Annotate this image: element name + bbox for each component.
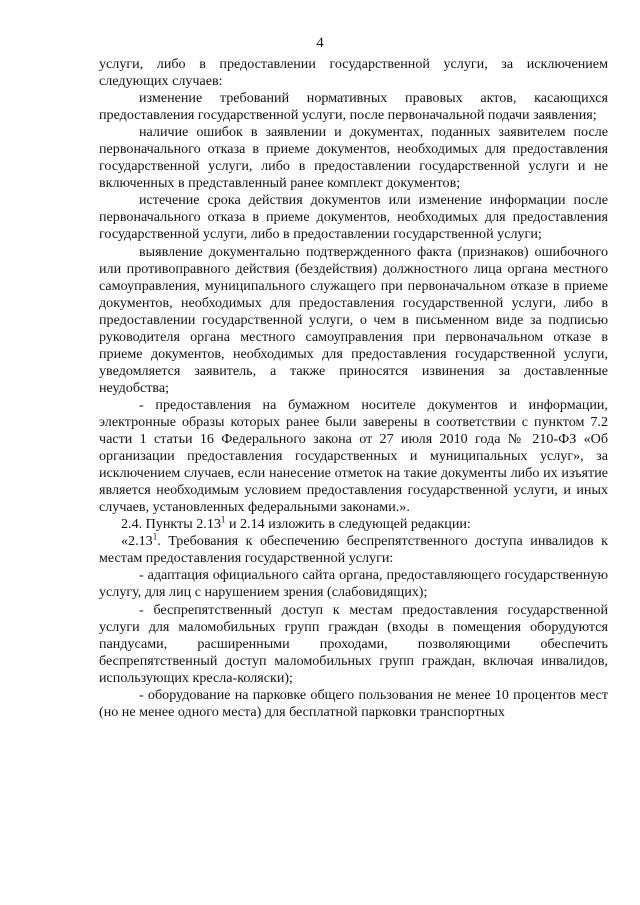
paragraph-parking: - оборудование на парковке общего пользования не менее 10 процентов мест (но не менее одного места) для бесплатной парковки транспортных: [99, 686, 608, 720]
paragraph-2-13-1-heading: [99, 533, 608, 567]
paragraph-case-legal-change: изменение требований нормативных правовых актов, касающихся предоставления государственной услуги, после первоначальной подачи заявления;: [99, 90, 608, 124]
paragraph-site-adaptation: - адаптация официального сайта органа, предоставляющего государственную услугу, для лиц с нарушением зрения (слабовидящих);: [99, 567, 608, 601]
paragraph-amendment-2-4: [99, 516, 608, 533]
superscript: 1: [152, 531, 158, 542]
heading-text-a: «2.13: [121, 533, 153, 550]
superscript: 1: [220, 514, 226, 525]
amendment-text-b: и 2.14 изложить в следующей редакции:: [225, 516, 471, 533]
paragraph-paper-documents: - предоставления на бумажном носителе документов и информации, электронные образы которых ранее были заверены в соответствии с пунктом 7.2 части 1 статьи 16 Федерального закона от 27 июля 2010 года № 210-ФЗ «Об организации предоставления государственных и муниципальных услуг», за исключением случаев, если нанесение отметок на такие документы либо их изъятие является необходимым условием предоставления государственной услуги, и иных случаев, установленных федеральными законами.».: [99, 396, 608, 516]
page-number: 4: [316, 35, 324, 51]
document-body: [99, 56, 608, 721]
paragraph-case-expiry: истечение срока действия документов или изменение информации после первоначального отказа в приеме документов, необходимых для предоставления государственной услуги, либо в предоставлении государственной услуги;: [99, 192, 608, 243]
paragraph-continuation: услуги, либо в предоставлении государственной услуги, за исключением следующих случаев:: [99, 56, 608, 90]
paragraph-accessible-entry: - беспрепятственный доступ к местам предоставления государственной услуги для маломобильных групп граждан (входы в помещения оборудуются пандусами, расширенными проходами, позволяющими обеспечить беспрепятственный доступ маломобильных групп граждан, включая инвалидов, использующих кресла-коляски);: [99, 601, 608, 686]
heading-text-b: . Требования к обеспечению беспрепятственного доступа инвалидов к местам предоставления государственной услуги:: [99, 533, 608, 567]
paragraph-case-misconduct: выявление документально подтвержденного факта (признаков) ошибочного или противоправного действия (бездействия) должностного лица органа местного самоуправления, муниципального служащего при первоначальном отказе в приеме документов, необходимых для предоставления государственной услуги, либо в предоставлении государственной услуги, о чем в письменном виде за подписью руководителя органа местного самоуправления при первоначальном отказе в приеме документов, необходимых для предоставления государственной услуги, уведомляется заявитель, а также приносятся извинения за доставленные неудобства;: [99, 243, 608, 396]
paragraph-case-errors: наличие ошибок в заявлении и документах, поданных заявителем после первоначального отказа в приеме документов, необходимых для предоставления государственной услуги, либо в предоставлении государственной услуги и не включенных в представленный ранее комплект документов;: [99, 124, 608, 192]
amendment-text-a: 2.4. Пункты 2.13: [121, 516, 221, 533]
